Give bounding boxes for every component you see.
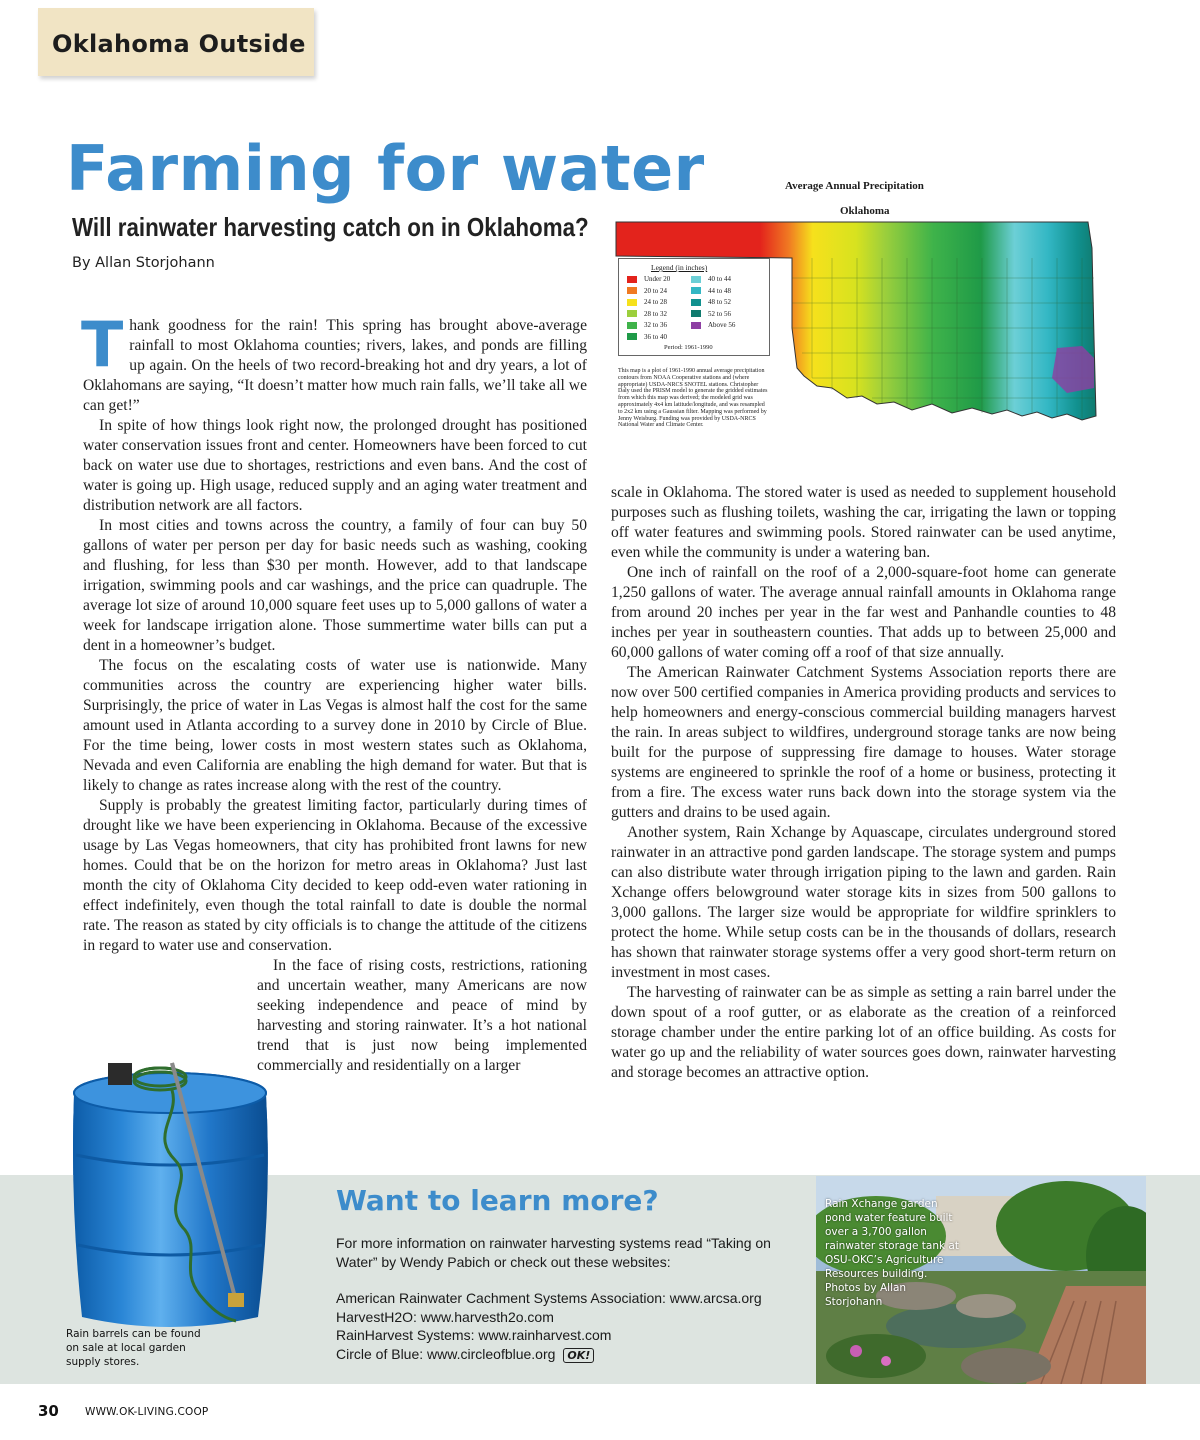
ok-logo: OK!	[563, 1348, 594, 1363]
legend-label: 48 to 52	[708, 298, 731, 306]
article-paragraph: In spite of how things look right now, the prolonged drought has positioned water conservation issues front and center. Homeowners have been forced to cut back on water use due to shortages, restrictions and even bans. And the cost of water is going up. High usage, reduced supply and an aging water treatment and distribution network are all factors.	[83, 417, 587, 514]
footer-url[interactable]: WWW.OK-LIVING.COOP	[85, 1406, 209, 1418]
article-column-left	[81, 308, 587, 1076]
page-number: 30	[38, 1402, 59, 1420]
resource-link[interactable]: Circle of Blue: www.circleofblue.org	[336, 1345, 556, 1362]
map-legend	[618, 258, 770, 356]
section-tag-label: Oklahoma Outside	[52, 30, 306, 58]
legend-swatch	[627, 333, 637, 340]
resource-link[interactable]: HarvestH2O: www.harvesth2o.com	[336, 1308, 554, 1325]
legend-label: 24 to 28	[644, 298, 667, 306]
legend-swatch	[627, 299, 637, 306]
legend-swatch	[691, 310, 701, 317]
article-paragraph: The harvesting of rainwater can be as simple as setting a rain barrel under the down spout of a roof gutter, or as elaborate as the creation of a reinforced storage chamber under the entire parking lot of an office building. As costs for water go up and the reliability of water sources goes down, rainwater harvesting and storage becomes an attractive option.	[611, 984, 1116, 1081]
article-paragraph: The American Rainwater Catchment Systems Association reports there are now over 500 certified companies in America providing products and services to help homeowners and energy-conscious commercial building managers harvest the rain. In areas subject to wildfires, underground storage tanks are now being built for the purpose of suppressing fire damage to houses. Water storage systems are engineered to sprinkle the roof of a home or business, protecting it from a fire. The excess water runs back down into the storage system via the gutters and drains to be used again.	[611, 664, 1116, 821]
map-title: Average Annual Precipitation	[785, 180, 924, 192]
legend-title: Legend (in inches)	[651, 263, 708, 272]
legend-label: 28 to 32	[644, 309, 667, 318]
legend-item	[627, 298, 667, 307]
article-paragraph: In the face of rising costs, restrictions, rationing and uncertain weather, many Americans are now seeking independence and peace of mind by harvesting and storing rainwater. It’s a hot national trend that is just now being implemented commercially and residentially on a larger	[83, 956, 587, 1076]
article-paragraph: One inch of rainfall on the roof of a 2,000-square-foot home can generate 1,250 gallons of water. The average annual rainfall amounts in Oklahoma range from around 20 inches per year in the far west and Panhandle counties to 48 inches per year in southeastern counties. That adds up to between 25,000 and 60,000 gallons of water coming off a roof of that size annually.	[611, 564, 1116, 661]
legend-swatch	[627, 322, 637, 329]
legend-item	[691, 275, 731, 284]
map-note: This map is a plot of 1961-1990 annual average precipitation contours from NOAA Cooperative stations and (where appropriate) USDA-NRCS SNOTEL stations. Christopher Daly used the PRISM model to generate the gridded estimates from which this map was derived; the modeled grid was approximately 4x4 km latitude/longitude, and was resampled to 2x2 km using a Gaussian filter. Mapping was performed by Jenny Weisburg. Funding was provided by USDA-NRCS National Water and Climate Center.	[618, 368, 768, 429]
article-paragraph: In most cities and towns across the country, a family of four can buy 50 gallons of water per person per day for basic needs such as washing, cooking and flushing, for less than $30 per month. However, add to that landscape irrigation, swimming pools and car washings, and the price can quadruple. The average lot size of around 10,000 square feet uses up to 5,000 gallons of water a week for landscape irrigation alone. Those summertime water bills can put a dent in a homeowner’s budget.	[83, 517, 587, 654]
drop-cap: T	[81, 308, 124, 381]
article-column-right	[611, 483, 1116, 1083]
article-paragraph: The focus on the escalating costs of water use is nationwide. Many communities across the country are experiencing higher water bills. Surprisingly, the price of water in Las Vegas is almost half the cost for the same amount used in Atlanta according to a survey done in 2010 by Circle of Blue. For the time being, lower costs in most western states such as Oklahoma, Nevada and even California are enabling the high demand for water. But that is likely to change as rates increase along with the rest of the country.	[83, 657, 587, 794]
article-paragraph: Thank goodness for the rain! This spring has brought above-average rainfall to most Oklahoma counties; rivers, lakes, and ponds are filling up again. On the heels of two record-breaking hot and dry years, a lot of Oklahomans are saying, “It doesn’t matter how much rain falls, we’ll take all we can get!”	[81, 308, 587, 414]
resource-link[interactable]: RainHarvest Systems: www.rainharvest.com	[336, 1327, 612, 1343]
article-paragraph: Supply is probably the greatest limiting factor, particularly during times of drought like we have been experiencing in Oklahoma. Because of the excessive usage by Las Vegas homeowners, that city has prohibited front lawns for new homes. Could that be on the horizon for metro areas in Oklahoma? Just last month the city of Oklahoma City decided to keep odd-even water rationing in effect indefinitely, even though the total rainfall to date is double the normal rate. The reason as stated by city officials is to change the attitude of the citizens in regard to water use and conservation.	[83, 797, 587, 954]
headline: Farming for water	[66, 132, 705, 205]
legend-label: 32 to 36	[644, 321, 667, 329]
rain-barrel-image-overlay	[60, 1055, 292, 1330]
legend-label: Under 20	[644, 275, 671, 283]
learn-more-text	[336, 1234, 796, 1363]
legend-label: 36 to 40	[644, 332, 667, 341]
legend-swatch	[691, 276, 701, 283]
learn-more-title: Want to learn more?	[336, 1184, 659, 1217]
map-period: Period: 1961-1990	[664, 344, 713, 351]
barrel-caption: Rain barrels can be found on sale at local garden supply stores.	[66, 1328, 201, 1368]
photo-caption: Rain Xchange garden pond water feature built over a 3,700 gallon rainwater storage tank at OSU-OKC’s Agriculture Resources building. Photos by Allan Storjohann	[825, 1198, 959, 1308]
article-paragraph: Another system, Rain Xchange by Aquascape, circulates underground stored rainwater in an attractive pond garden landscape. The storage system and pumps can also distribute water through irrigation piping to the lawn and garden. Rain Xchange offers belowground water storage kits in sizes from 500 gallons to 3,000 gallons. The larger size would be appropriate for wildfire sprinklers to protect the home. While setup costs can be in the thousands of dollars, research has shown that rainwater storage systems offer a very good short-term return on investment in most cases.	[611, 824, 1116, 981]
section-tag	[38, 8, 314, 76]
legend-swatch	[691, 299, 701, 306]
legend-label: Above 56	[708, 321, 736, 329]
legend-item	[627, 310, 667, 319]
legend-swatch	[627, 287, 637, 294]
legend-label: 40 to 44	[708, 275, 731, 283]
subheadline: Will rainwater harvesting catch on in Oklahoma?	[72, 212, 589, 242]
legend-item	[691, 298, 731, 307]
legend-item	[691, 310, 731, 319]
legend-item	[627, 275, 670, 284]
learn-more-intro: For more information on rainwater harvesting systems read “Taking on Water” by Wendy Pabich or check out these websites:	[336, 1235, 771, 1270]
byline: By Allan Storjohann	[72, 255, 215, 271]
legend-item	[691, 321, 735, 330]
legend-item	[691, 287, 731, 296]
legend-swatch	[627, 310, 637, 317]
legend-item	[627, 321, 667, 330]
map-subtitle: Oklahoma	[840, 205, 890, 217]
barrel-wrap-space	[83, 996, 257, 1062]
legend-label: 20 to 24	[644, 286, 667, 295]
legend-label: 52 to 56	[708, 309, 731, 318]
legend-swatch	[691, 287, 701, 294]
resource-link[interactable]: American Rainwater Cachment Systems Association: www.arcsa.org	[336, 1290, 762, 1306]
legend-item	[627, 333, 667, 342]
legend-item	[627, 287, 667, 296]
legend-label: 44 to 48	[708, 286, 731, 295]
resource-link-row	[336, 1345, 796, 1364]
article-paragraph: scale in Oklahoma. The stored water is used as needed to supplement household purposes such as flushing toilets, washing the car, irrigating the lawn or topping off water features and swimming pools. Stored rainwater can be used anytime, even while the community is under a watering ban.	[611, 484, 1116, 561]
legend-swatch	[691, 322, 701, 329]
legend-swatch	[627, 276, 637, 283]
